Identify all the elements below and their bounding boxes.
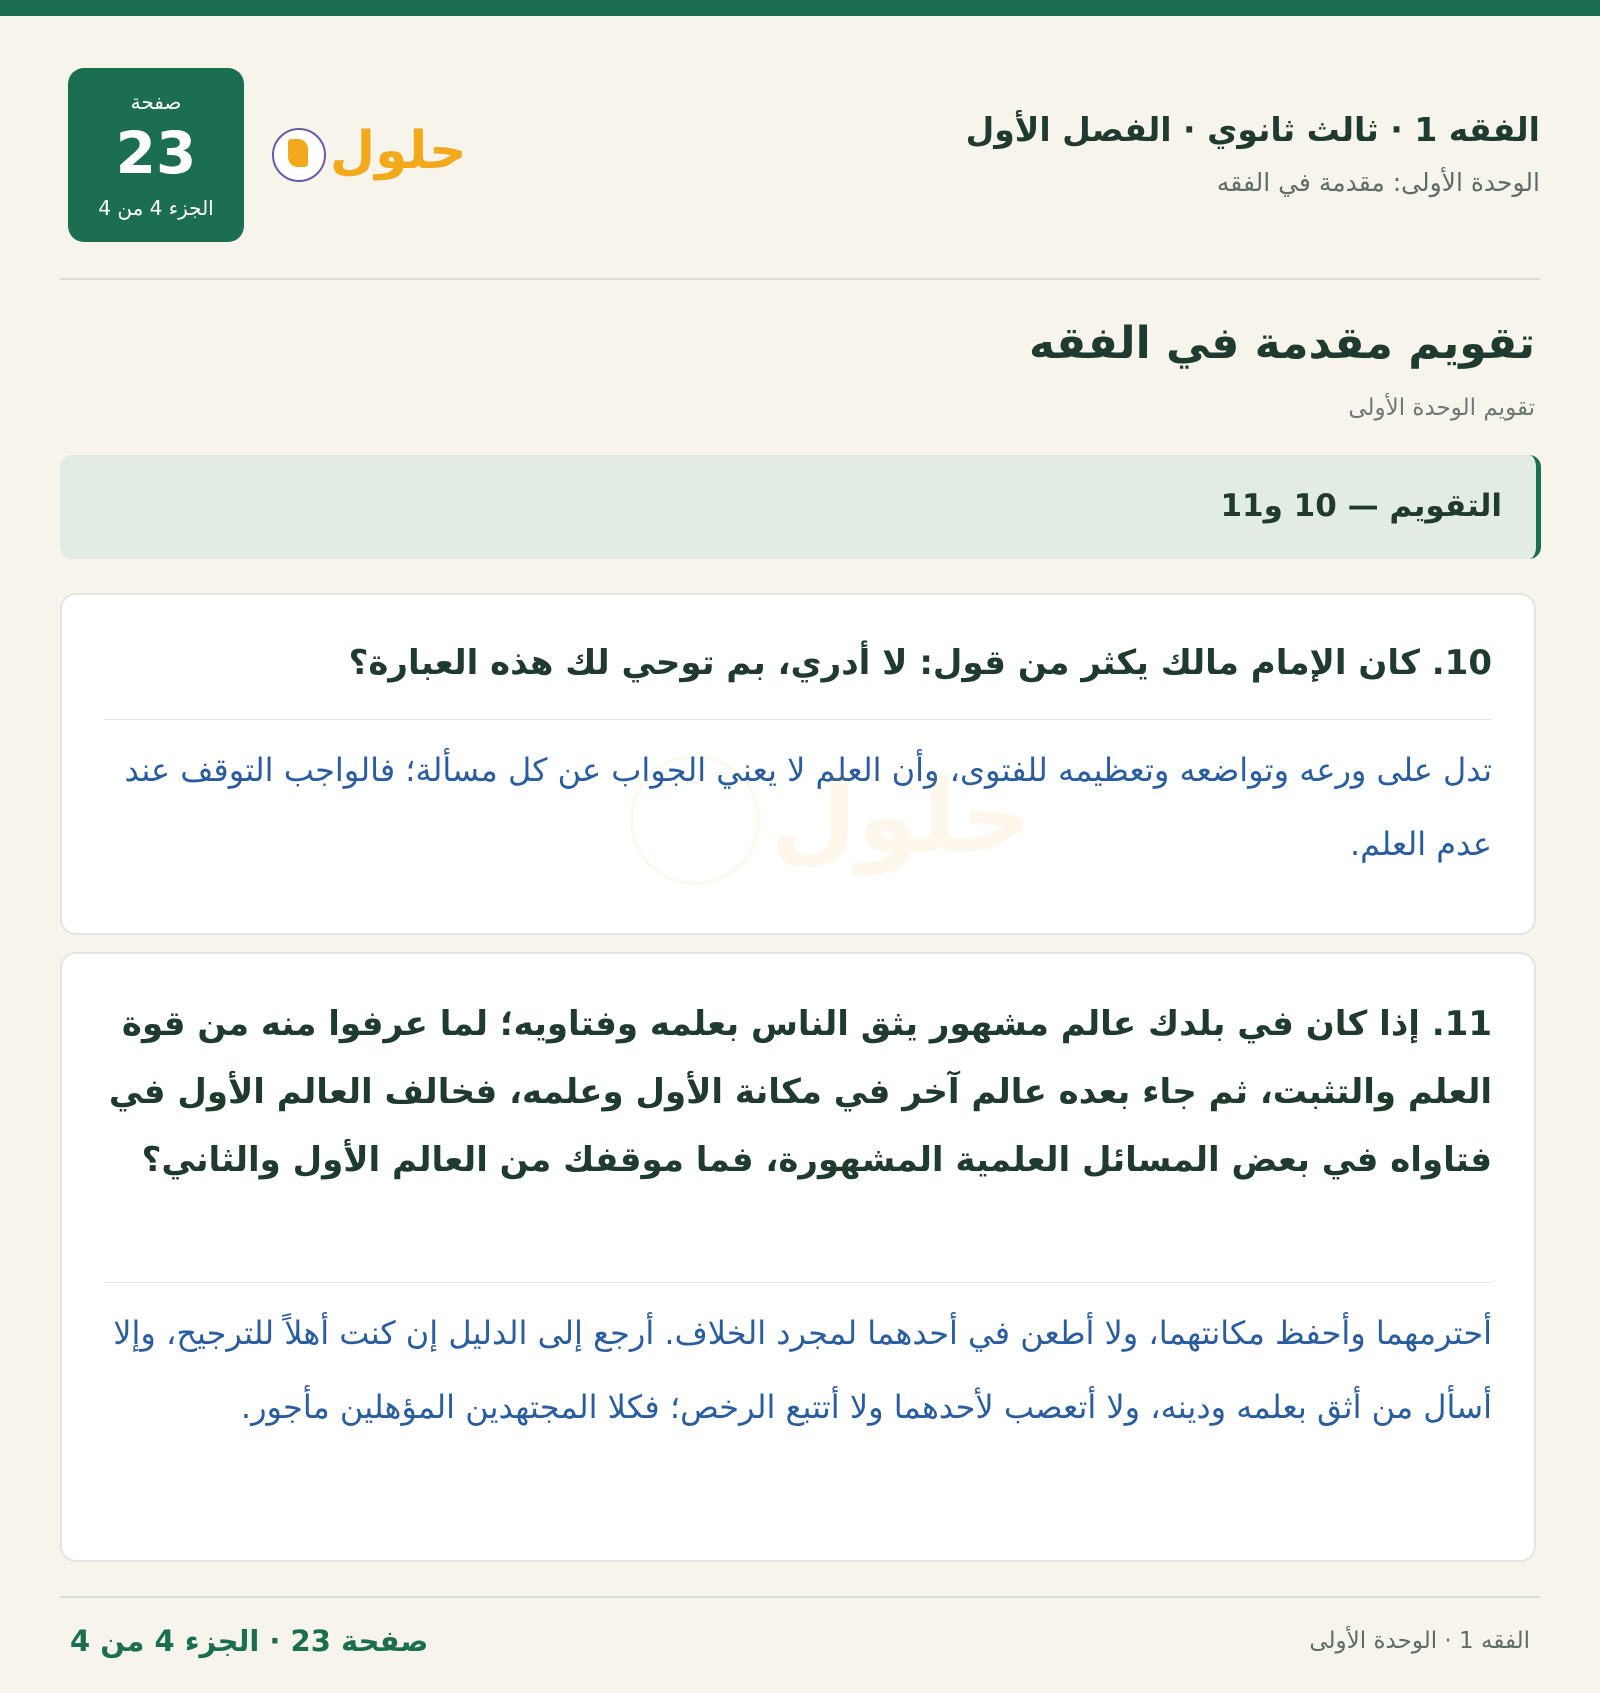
watermark-book-icon bbox=[630, 755, 760, 885]
page-title: تقويم مقدمة في الفقه bbox=[1029, 318, 1535, 369]
logo-text: حلول bbox=[330, 121, 467, 181]
answer-text: تدل على ورعه وتواضعه وتعظيمه للفتوى، وأن العلم لا يعني الجواب عن كل مسألة؛ فالواجب التوقف عند عدم العلم. bbox=[124, 751, 1492, 863]
page-badge bbox=[68, 68, 244, 242]
book-icon bbox=[272, 128, 326, 182]
course-title: الفقه 1 · ثالث ثانوي · الفصل الأول bbox=[965, 110, 1540, 149]
unit-title: الوحدة الأولى: مقدمة في الفقه bbox=[1216, 168, 1540, 197]
footer-divider bbox=[60, 1596, 1540, 1598]
question-text: 10. كان الإمام مالك يكثر من قول: لا أدري، بم توحي لك هذه العبارة؟ bbox=[348, 643, 1492, 683]
hulul-logo bbox=[272, 116, 467, 186]
section-banner bbox=[60, 455, 1541, 559]
answer-text: أحترمهما وأحفظ مكانتهما، ولا أطعن في أحدهما لمجرد الخلاف. أرجع إلى الدليل إن كنت أهلاً للترجيح، وإلا أسأل من أثق بعلمه ودينه، ولا أتعصب لأحدهما ولا أتتبع الرخص؛ فكلا المجتهدين المؤهلين مأجور. bbox=[113, 1314, 1492, 1426]
page-subtitle: تقويم الوحدة الأولى bbox=[1348, 395, 1535, 421]
footer-course-unit: الفقه 1 · الوحدة الأولى bbox=[1309, 1628, 1530, 1654]
page-badge-number: 23 bbox=[115, 119, 197, 187]
page-badge-part: الجزء 4 من 4 bbox=[98, 196, 214, 220]
watermark-text: حلول bbox=[770, 758, 1033, 875]
page-header bbox=[60, 68, 1540, 246]
footer-page-info: صفحة 23 · الجزء 4 من 4 bbox=[70, 1624, 429, 1658]
header-divider bbox=[60, 278, 1540, 280]
question-answer-divider bbox=[104, 1282, 1492, 1283]
page-badge-label: صفحة bbox=[130, 90, 182, 114]
question-card-11 bbox=[60, 952, 1536, 1562]
question-answer-divider bbox=[104, 719, 1492, 720]
section-title: التقويم — 10 و11 bbox=[1220, 488, 1502, 524]
watermark-logo bbox=[630, 755, 1033, 885]
top-accent-bar bbox=[0, 0, 1600, 16]
question-text: 11. إذا كان في بلدك عالم مشهور يثق الناس بعلمه وفتاويه؛ لما عرفوا منه من قوة العلم والتثبت، ثم جاء بعده عالم آخر في مكانة الأول وعلمه، فخالف العالم الأول في فتاواه في بعض المسائل العلمية المشهورة، فما موقفك من العالم الأول والثاني؟ bbox=[108, 1004, 1492, 1180]
